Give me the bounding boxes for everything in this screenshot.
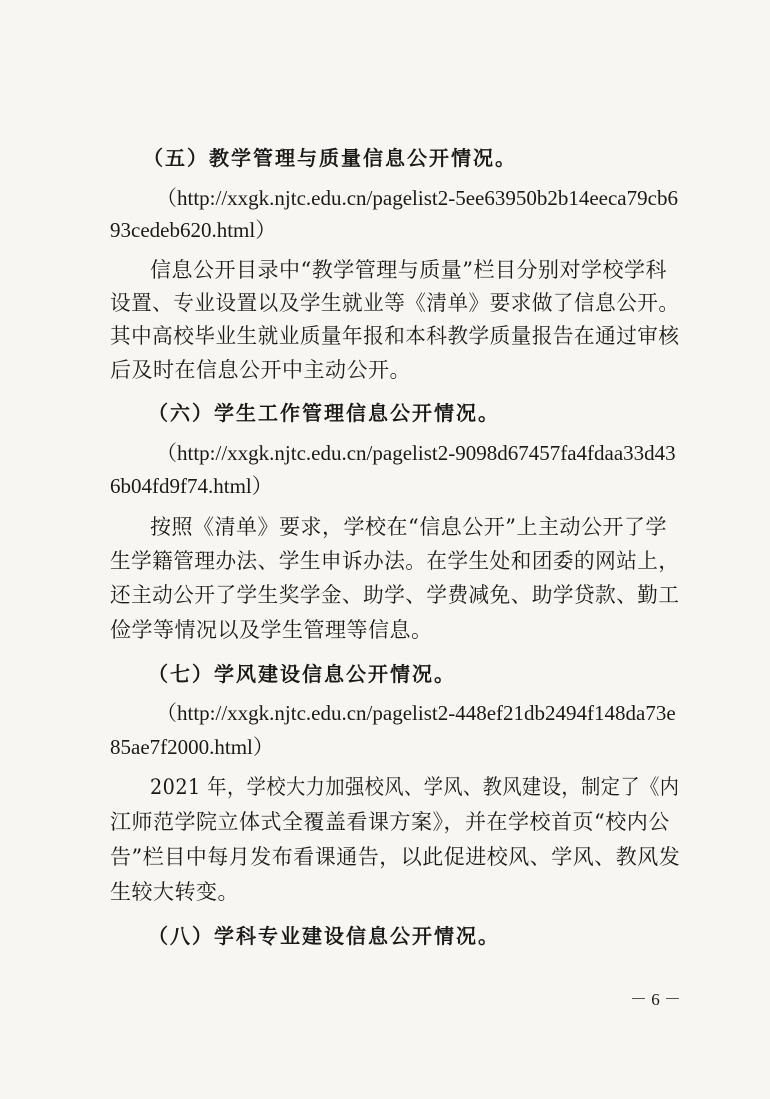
section-7-url-line-1: （http://xxgk.njtc.edu.cn/pagelist2-448ef21db2494f148da73e xyxy=(156,701,676,725)
section-7-body-line-1: 2021 年，学校大力加强校风、学风、教风建设，制定了《内 xyxy=(150,775,680,799)
section-5-body-line-2: 设置、专业设置以及学生就业等《清单》要求做了信息公开。 xyxy=(110,291,680,315)
section-7-heading: （七）学风建设信息公开情况。 xyxy=(148,662,456,686)
section-6-body-line-4: 俭学等情况以及学生管理等信息。 xyxy=(110,618,433,642)
section-6-body-line-2: 生学籍管理办法、学生申诉办法。在学生处和团委的网站上， xyxy=(110,549,680,573)
section-5-heading: （五）教学管理与质量信息公开情况。 xyxy=(143,146,517,170)
section-8-heading: （八）学科专业建设信息公开情况。 xyxy=(148,924,500,948)
section-5-body-line-4: 后及时在信息公开中主动公开。 xyxy=(110,358,411,382)
section-6-heading: （六）学生工作管理信息公开情况。 xyxy=(148,401,500,425)
section-5-body-line-1: 信息公开目录中“教学管理与质量”栏目分别对学校学科 xyxy=(150,258,667,282)
section-7-body-line-4: 生较大转变。 xyxy=(110,880,239,904)
section-5-url-line-2: 93cedeb620.html） xyxy=(110,218,277,242)
section-6-body-line-1: 按照《清单》要求，学校在“信息公开”上主动公开了学 xyxy=(150,515,667,539)
section-7-body-line-2: 江师范学院立体式全覆盖看课方案》，并在学校首页“校内公 xyxy=(110,810,670,834)
page-number: － 6 － xyxy=(630,990,681,1009)
section-6-url-line-2: 6b04fd9f74.html） xyxy=(110,474,273,498)
section-5-url-line-1: （http://xxgk.njtc.edu.cn/pagelist2-5ee63950b2b14eeca79cb6 xyxy=(156,186,678,210)
section-7-body-line-3: 告”栏目中每月发布看课通告，以此促进校风、学风、教风发 xyxy=(110,845,681,869)
section-5-body-line-3: 其中高校毕业生就业质量年报和本科教学质量报告在通过审核 xyxy=(110,324,680,348)
section-6-body-line-3: 还主动公开了学生奖学金、助学、学费减免、助学贷款、勤工 xyxy=(110,583,680,607)
section-6-url-line-1: （http://xxgk.njtc.edu.cn/pagelist2-9098d67457fa4fdaa33d43 xyxy=(156,441,676,465)
section-7-url-line-2: 85ae7f2000.html） xyxy=(110,735,274,759)
